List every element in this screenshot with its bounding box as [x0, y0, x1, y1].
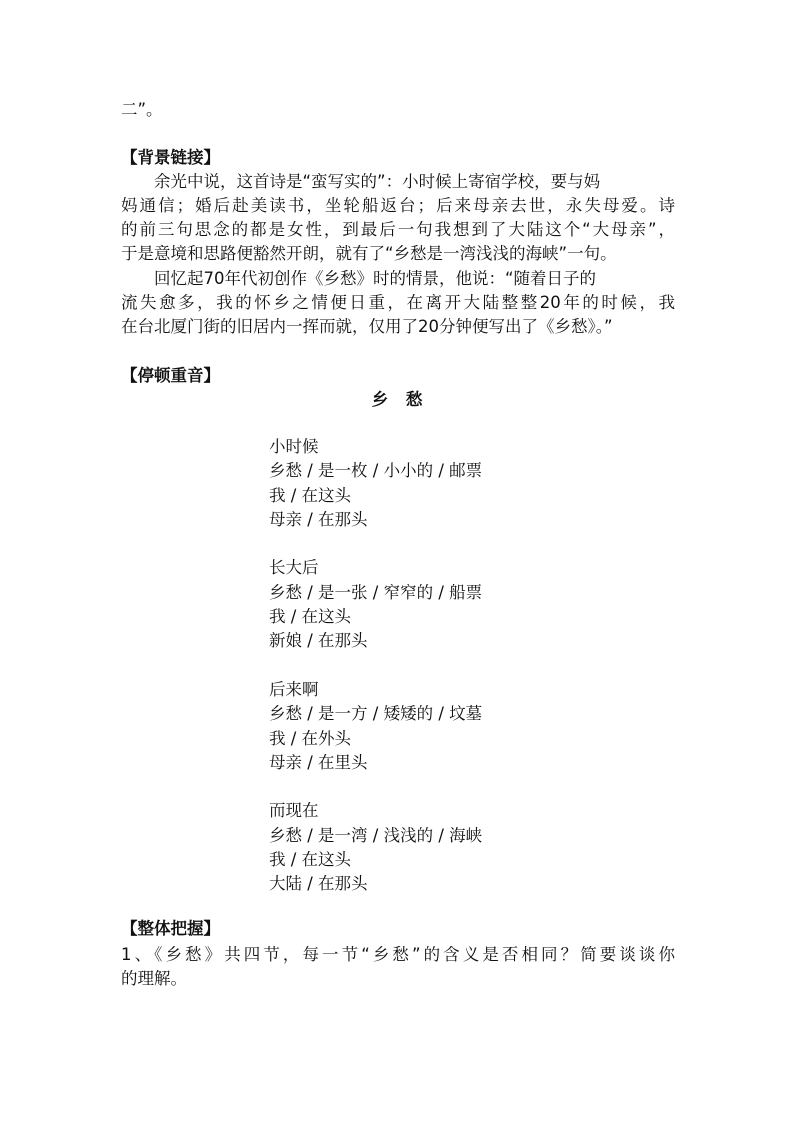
poem-line: 我 / 在这头 [269, 485, 352, 505]
poem-line: 后来啊 [269, 679, 319, 699]
poem-line: 新娘 / 在那头 [269, 631, 368, 651]
poem-line: 我 / 在这头 [269, 607, 352, 627]
overall-heading: 【整体把握】 [121, 919, 220, 938]
poem-stanza-1 [269, 435, 482, 532]
poem-line: 而现在 [269, 801, 319, 821]
poem-line: 我 / 在外头 [269, 728, 352, 748]
poem-stanza-2 [269, 556, 482, 653]
poem-line: 长大后 [269, 558, 319, 578]
poem-line: 乡愁 / 是一方 / 矮矮的 / 坟墓 [269, 704, 483, 724]
background-p1-line-2: 妈通信；婚后赴美读书，坐轮船返台；后来母亲去世，永失母爱。诗 [121, 196, 675, 215]
poem-line: 乡愁 / 是一枚 / 小小的 / 邮票 [269, 461, 483, 481]
background-p1-line-1: 余光中说，这首诗是“蛮写实的”：小时候上寄宿学校，要与妈 [154, 172, 601, 191]
background-heading: 【背景链接】 [121, 148, 220, 167]
pause-heading: 【停顿重音】 [121, 366, 220, 385]
background-p2-line-1: 回忆起70年代初创作《乡愁》时的情景，他说：“随着日子的 [154, 269, 597, 288]
poem-line: 母亲 / 在里头 [269, 752, 368, 772]
poem-title: 乡 愁 [371, 390, 429, 409]
poem-line: 我 / 在这头 [269, 850, 352, 870]
background-p1-line-3: 的前三句思念的都是女性，到最后一句我想到了大陆这个“大母亲”， [121, 220, 675, 239]
poem-line: 乡愁 / 是一湾 / 浅浅的 / 海峡 [269, 825, 483, 845]
poem-stanza-3 [269, 678, 482, 775]
background-p1-line-4: 于是意境和思路便豁然开朗，就有了“乡愁是一湾浅浅的海峡”一句。 [121, 244, 617, 263]
top-fragment: 二”。 [121, 100, 163, 119]
poem-line: 小时候 [269, 437, 319, 456]
question-1-line-1: 1、《乡愁》共四节，每一节“乡愁”的含义是否相同？简要谈谈你 [121, 945, 675, 964]
poem-stanza-4 [269, 799, 482, 896]
poem-line: 母亲 / 在那头 [269, 509, 368, 529]
poem-line: 乡愁 / 是一张 / 窄窄的 / 船票 [269, 582, 483, 602]
poem-body [269, 435, 482, 921]
question-1-line-2: 的理解。 [121, 969, 187, 988]
poem-line: 大陆 / 在那头 [269, 874, 368, 894]
background-p2-line-2: 流失愈多，我的怀乡之情便日重，在离开大陆整整20年的时候，我 [121, 293, 675, 312]
background-p2-line-3: 在台北厦门街的旧居内一挥而就，仅用了20分钟便写出了《乡愁》。” [121, 317, 613, 336]
